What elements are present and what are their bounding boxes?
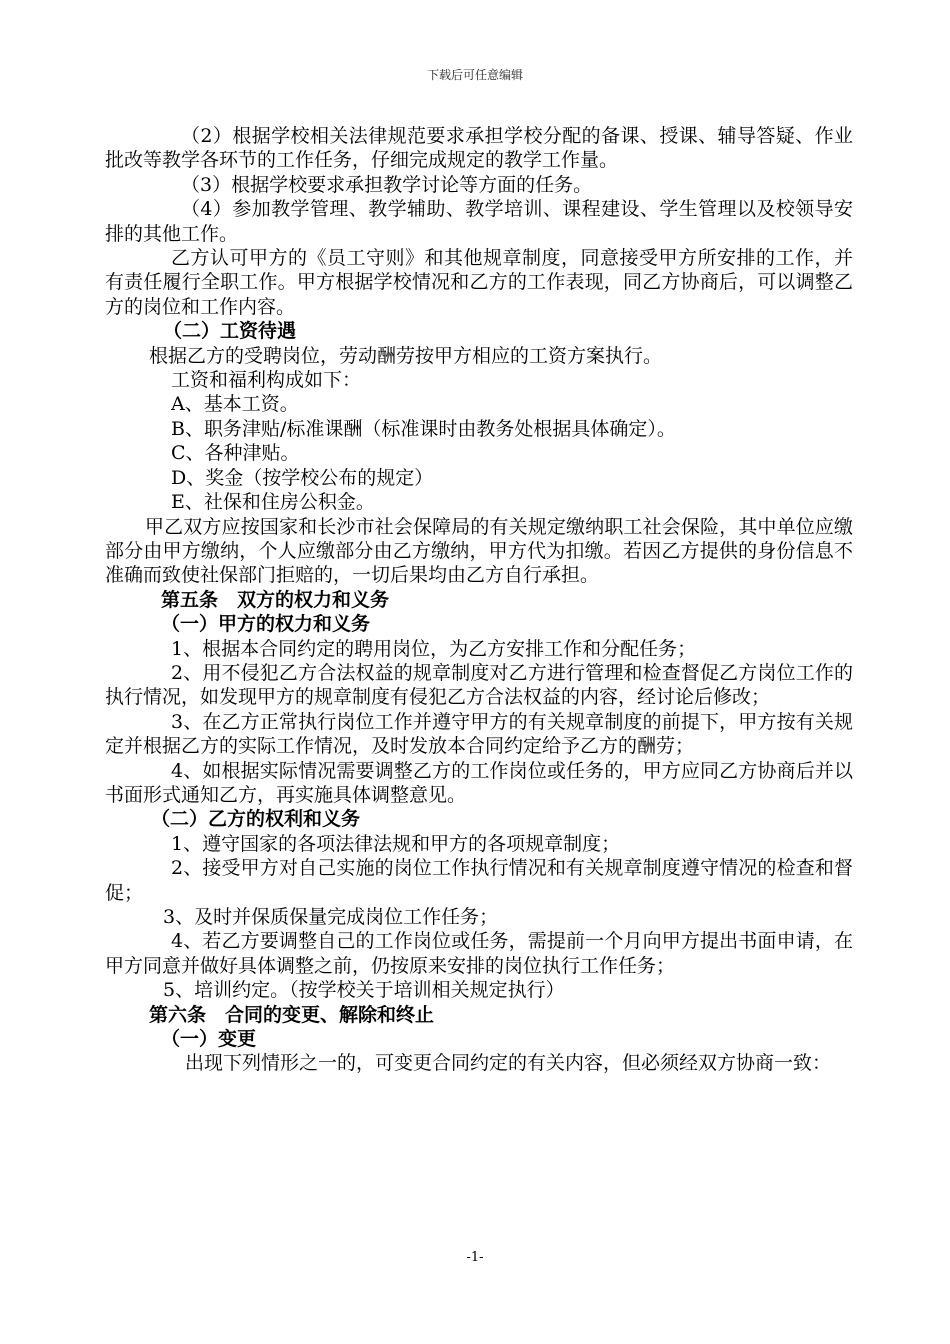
paragraph: 甲乙双方应按国家和长沙市社会保障局的有关规定缴纳职工社会保险，其中单位应缴部分由甲方缴纳，个人应缴部分由乙方缴纳，甲方代为扣缴。若因乙方提供的身份信息不准确而致使社保部门拒赔的，一切后果均由乙方自行承担。 (105, 515, 853, 587)
document-body (105, 124, 853, 1076)
section-heading: （一）甲方的权力和义务 (161, 613, 371, 636)
section-heading: （二）工资待遇 (163, 320, 297, 343)
article-heading: 第五条 双方的权力和义务 (161, 588, 390, 611)
list-item: E、社保和住房公积金。 (171, 491, 375, 514)
paragraph: 出现下列情形之一的，可变更合同约定的有关内容，但必须经双方协商一致： (185, 1052, 832, 1075)
list-item: A、基本工资。 (171, 393, 299, 416)
paragraph: 乙方认可甲方的《员工守则》和其他规章制度，同意接受甲方所安排的工作，并有责任履行全职工作。甲方根据学校情况和乙方的工作表现，同乙方协商后，可以调整乙方的岗位和工作内容。 (105, 247, 853, 318)
list-item: 5、培训约定。（按学校关于培训相关规定执行） (163, 979, 565, 1002)
article-heading: 第六条 合同的变更、解除和终止 (149, 1003, 435, 1026)
list-item: 2、用不侵犯乙方合法权益的规章制度对乙方进行管理和检查督促乙方岗位工作的执行情况，如发现甲方的规章制度有侵犯乙方合法权益的内容，经讨论后修改； (105, 661, 853, 709)
paragraph: （4）参加教学管理、教学辅助、教学培训、课程建设、学生管理以及校领导安排的其他工作。 (105, 198, 853, 245)
list-item: 4、如根据实际情况需要调整乙方的工作岗位或任务的，甲方应同乙方协商后并以书面形式通知乙方，再实施具体调整意见。 (105, 759, 853, 806)
list-item: D、奖金（按学校公布的规定） (171, 466, 434, 489)
paragraph: 根据乙方的受聘岗位，劳动酬劳按甲方相应的工资方案执行。 (149, 344, 663, 367)
section-heading: （一）变更 (161, 1028, 257, 1051)
list-item: 2、接受甲方对自己实施的岗位工作执行情况和有关规章制度遵守情况的检查和督促； (105, 857, 853, 904)
paragraph: （2）根据学校相关法律规范要求承担学校分配的备课、授课、辅导答疑、作业批改等教学各环节的工作任务，仔细完成规定的教学工作量。 (105, 125, 853, 172)
section-heading: （二）乙方的权利和义务 (151, 808, 361, 831)
list-item: B、职务津贴/标准课酬（标准课时由教务处根据具体确定）。 (171, 417, 676, 440)
list-item: 3、及时并保质保量完成岗位工作任务； (163, 906, 499, 928)
page-number: -1- (466, 1250, 484, 1265)
page-header: 下载后可任意编辑 (426, 68, 523, 82)
list-item: 4、若乙方要调整自己的工作岗位或任务，需提前一个月向甲方提出书面申请，在甲方同意并做好具体调整之前，仍按原来安排的岗位执行工作任务； (105, 930, 853, 977)
list-item: 1、根据本合同约定的聘用岗位，为乙方安排工作和分配任务； (171, 637, 697, 660)
list-item: C、各种津贴。 (171, 442, 300, 465)
paragraph: （3）根据学校要求承担教学讨论等方面的任务。 (181, 173, 593, 196)
list-item: 1、遵守国家的各项法律法规和甲方的各项规章制度； (171, 832, 621, 855)
paragraph: 工资和福利构成如下： (171, 369, 362, 392)
list-item: 3、在乙方正常执行岗位工作并遵守甲方的有关规章制度的前提下，甲方按有关规定并根据乙方的实际工作情况，及时发放本合同约定给予乙方的酬劳； (105, 710, 853, 758)
